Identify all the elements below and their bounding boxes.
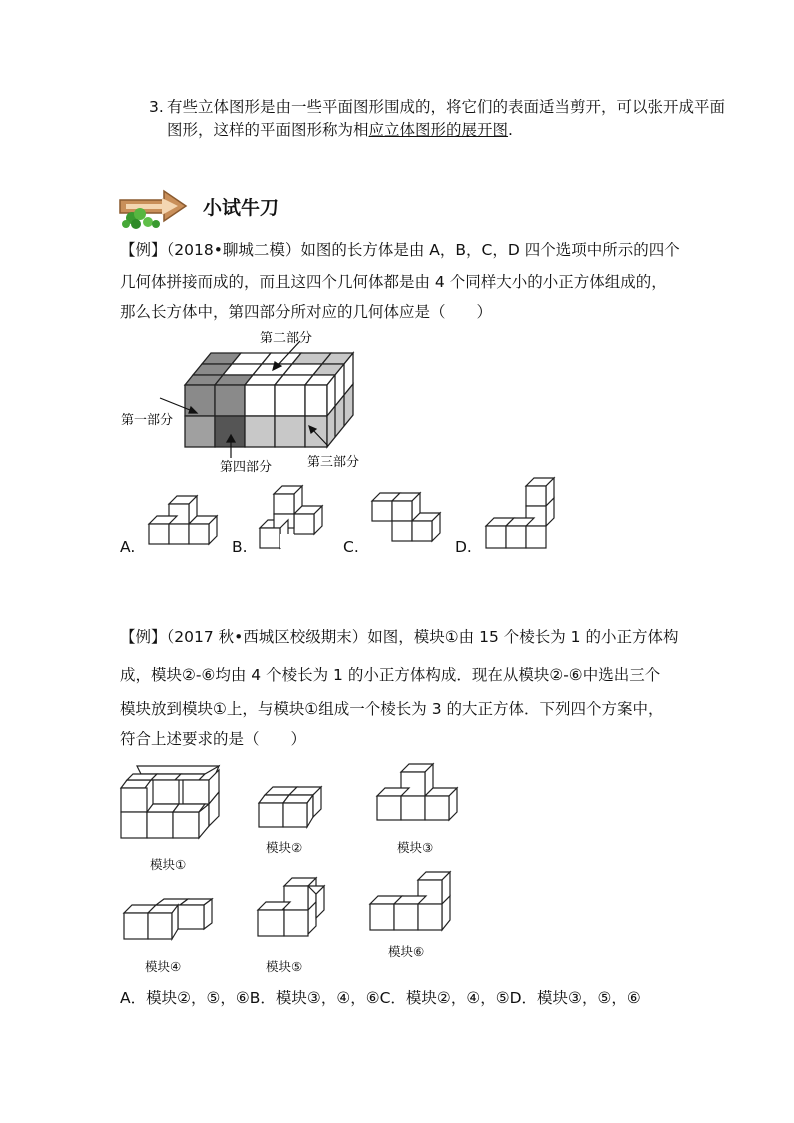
module5-label: 模块⑤ — [266, 959, 303, 974]
ex2-line2: 成，模块②-⑥均由 4 个棱长为 1 的小正方体构成．现在从模块②-⑥中选出三个 — [120, 666, 661, 684]
module1-shape — [117, 762, 223, 842]
ex1-line2: 几何体拼接而成的，而且这四个几何体都是由 4 个同样大小的小正方体组成的， — [120, 273, 667, 291]
option-d-label: D. — [455, 538, 472, 556]
module4-shape — [120, 897, 215, 943]
label-part4: 第四部分 — [220, 460, 273, 475]
ex2-line1: 【例】（2017 秋•西城区校级期末）如图，模块①由 15 个棱长为 1 的小正方体构 — [120, 628, 679, 646]
option-a-shape — [145, 494, 225, 552]
note-line1: 有些立体图形是由一些平面图形围成的，将它们的表面适当剪开，可以张开成平面 — [167, 98, 726, 116]
option-c-label: C. — [343, 538, 359, 556]
option-b-shape — [256, 482, 331, 552]
module4-label: 模块④ — [145, 959, 182, 974]
option-c-shape — [368, 489, 453, 552]
label-part1: 第一部分 — [121, 413, 174, 428]
module1-label: 模块① — [150, 857, 187, 872]
note-line2-prefix: 图形，这样的平面图形称为相 — [167, 121, 369, 139]
label-part3: 第三部分 — [307, 455, 360, 470]
option-a-label: A. — [120, 538, 136, 556]
module2-shape — [255, 785, 330, 833]
module6-shape — [366, 870, 456, 936]
module6-label: 模块⑥ — [388, 944, 425, 959]
note-line2-underlined: 应立体图形的展开图 — [368, 121, 509, 139]
note-number: 3. — [149, 98, 164, 116]
note-line2 — [167, 120, 513, 140]
module3-shape — [373, 762, 463, 824]
clover-arrow-icon — [118, 186, 190, 230]
note-line2-suffix: . — [508, 121, 513, 139]
ex2-line3: 模块放到模块①上，与模块①组成一个棱长为 3 的大正方体．下列四个方案中， — [120, 700, 664, 718]
ex1-line1: 【例】（2018•聊城二模）如图的长方体是由 A，B，C，D 四个选项中所示的四个 — [120, 241, 680, 259]
module3-label: 模块③ — [397, 840, 434, 855]
module2-label: 模块② — [266, 840, 303, 855]
section-title: 小试牛刀 — [203, 197, 280, 219]
ex2-line4: 符合上述要求的是（ ） — [120, 730, 307, 748]
ex1-line3: 那么长方体中，第四部分所对应的几何体应是（ ） — [120, 303, 493, 321]
module5-shape — [254, 876, 332, 940]
option-d-shape — [482, 476, 562, 552]
label-part2: 第二部分 — [260, 331, 313, 346]
cuboid-figure — [115, 326, 375, 476]
answer-options: A．模块②，⑤，⑥B．模块③，④，⑥C．模块②，④，⑤D．模块③，⑤，⑥ — [120, 989, 641, 1007]
option-b-label: B. — [232, 538, 248, 556]
